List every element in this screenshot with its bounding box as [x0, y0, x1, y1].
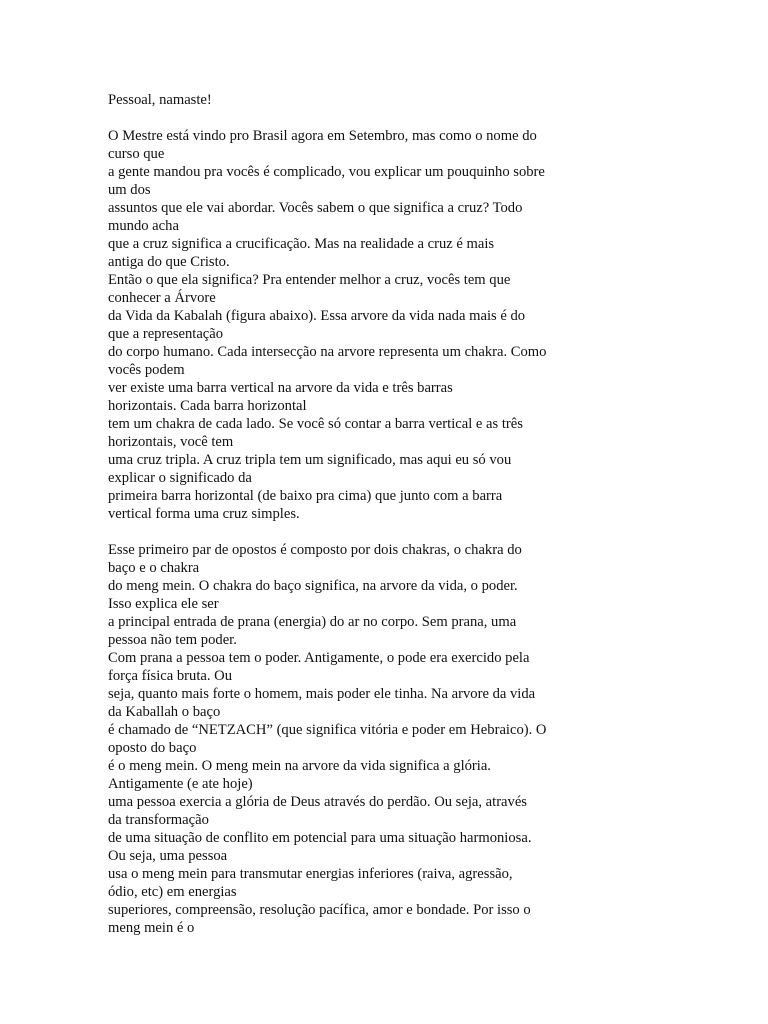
text-line: um dos: [108, 182, 151, 198]
text-line: horizontais, você tem: [108, 434, 234, 450]
text-line: horizontais. Cada barra horizontal: [108, 398, 307, 414]
text-line: é o meng mein. O meng mein na arvore da vida significa a glória.: [108, 758, 491, 774]
text-line: Então o que ela significa? Pra entender melhor a cruz, vocês tem que: [108, 272, 511, 288]
text-line: que a representação: [108, 326, 224, 342]
text-line: vocês podem: [108, 362, 185, 378]
text-line: baço e o chakra: [108, 560, 200, 576]
text-line: da transformação: [108, 812, 209, 828]
text-line: O Mestre está vindo pro Brasil agora em Setembro, mas como o nome do: [108, 128, 537, 144]
paragraph-gap: [108, 109, 578, 127]
text-line: curso que: [108, 146, 165, 162]
text-line: de uma situação de conflito em potencial para uma situação harmoniosa.: [108, 830, 532, 846]
text-line: meng mein é o: [108, 920, 195, 936]
text-line: mundo acha: [108, 218, 179, 234]
text-line: a principal entrada de prana (energia) do ar no corpo. Sem prana, uma: [108, 614, 517, 630]
text-line: Com prana a pessoa tem o poder. Antigamente, o pode era exercido pela: [108, 650, 530, 666]
text-line: antiga do que Cristo.: [108, 254, 230, 270]
text-line: do meng mein. O chakra do baço significa, na arvore da vida, o poder.: [108, 578, 518, 594]
text-line: vertical forma uma cruz simples.: [108, 506, 300, 522]
text-line: Esse primeiro par de opostos é composto por dois chakras, o chakra do: [108, 542, 522, 558]
text-line: da Vida da Kabalah (figura abaixo). Essa arvore da vida nada mais é do: [108, 308, 526, 324]
text-line: da Kaballah o baço: [108, 704, 221, 720]
text-line: do corpo humano. Cada intersecção na arvore representa um chakra. Como: [108, 344, 547, 360]
text-line: conhecer a Árvore: [108, 290, 216, 306]
text-line: assuntos que ele vai abordar. Vocês sabem o que significa a cruz? Todo: [108, 200, 523, 216]
text-line: explicar o significado da: [108, 470, 252, 486]
text-line: ver existe uma barra vertical na arvore da vida e três barras: [108, 380, 453, 396]
text-line: superiores, compreensão, resolução pacífica, amor e bondade. Por isso o: [108, 902, 531, 918]
text-line: tem um chakra de cada lado. Se você só contar a barra vertical e as três: [108, 416, 523, 432]
text-line: pessoa não tem poder.: [108, 632, 237, 648]
text-line: Isso explica ele ser: [108, 596, 219, 612]
text-line: é chamado de “NETZACH” (que significa vitória e poder em Hebraico). O: [108, 722, 547, 738]
text-line: Antigamente (e ate hoje): [108, 776, 253, 792]
paragraph-1: [108, 127, 578, 523]
text-line: Ou seja, uma pessoa: [108, 848, 228, 864]
document-page: [108, 91, 578, 937]
text-line: oposto do baço: [108, 740, 197, 756]
text-line: primeira barra horizontal (de baixo pra cima) que junto com a barra: [108, 488, 503, 504]
paragraph-2: [108, 541, 578, 937]
text-line: que a cruz significa a crucificação. Mas na realidade a cruz é mais: [108, 236, 495, 252]
text-line: uma cruz tripla. A cruz tripla tem um significado, mas aqui eu só vou: [108, 452, 512, 468]
text-line: força física bruta. Ou: [108, 668, 232, 684]
text-line: ódio, etc) em energias: [108, 884, 237, 900]
paragraph-gap: [108, 523, 578, 541]
text-line: uma pessoa exercia a glória de Deus através do perdão. Ou seja, através: [108, 794, 527, 810]
text-line: Pessoal, namaste!: [108, 92, 212, 108]
greeting-line: [108, 91, 578, 109]
text-line: usa o meng mein para transmutar energias inferiores (raiva, agressão,: [108, 866, 513, 882]
text-line: seja, quanto mais forte o homem, mais poder ele tinha. Na arvore da vida: [108, 686, 536, 702]
text-line: a gente mandou pra vocês é complicado, vou explicar um pouquinho sobre: [108, 164, 545, 180]
